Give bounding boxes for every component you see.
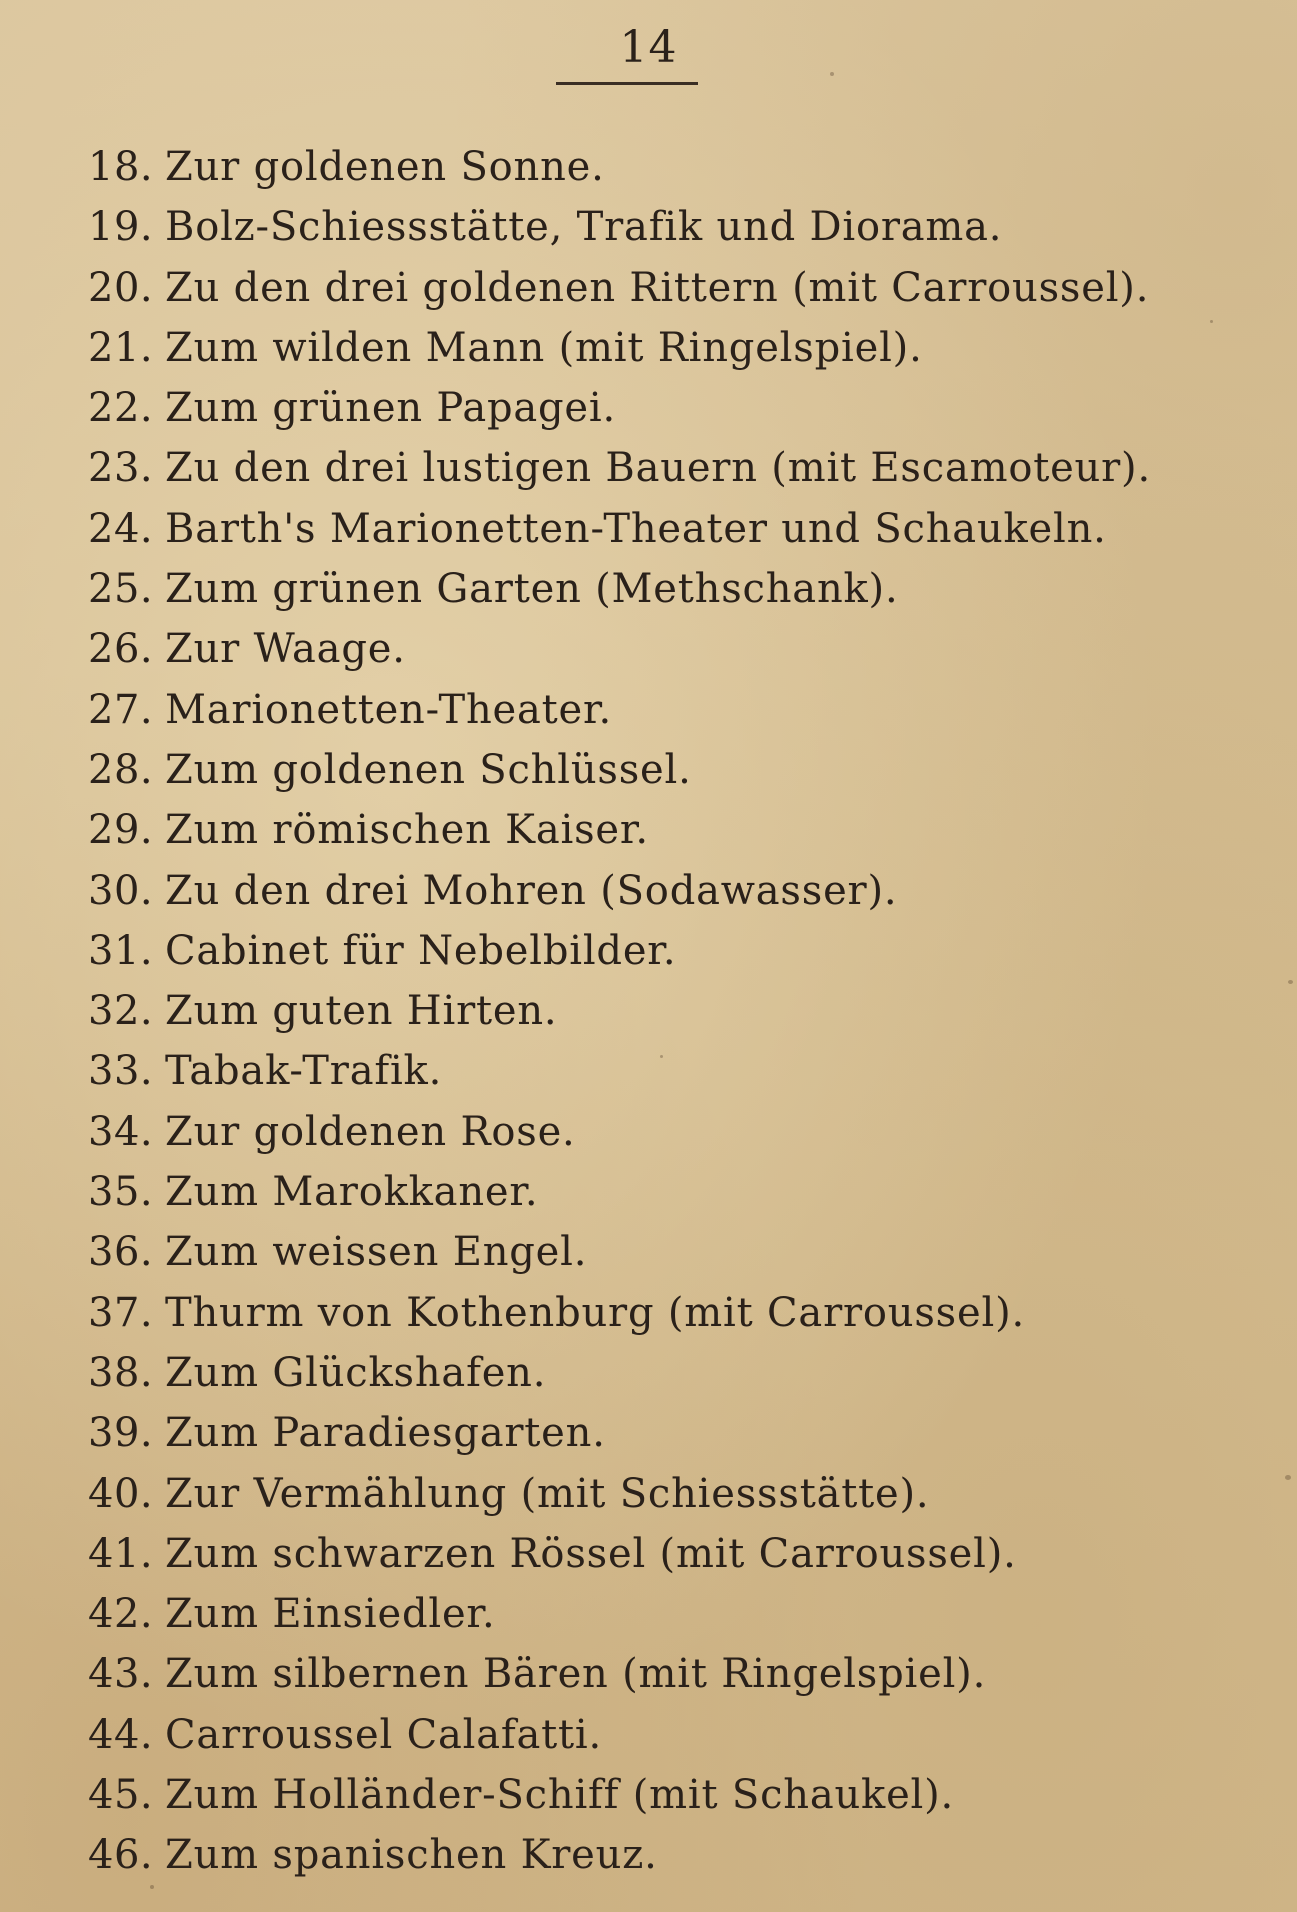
entry-number: 46.: [88, 1832, 154, 1879]
entry-text: Cabinet für Nebelbilder.: [165, 927, 677, 974]
paper-speck: [1210, 320, 1213, 323]
entry-number: 23.: [88, 445, 154, 492]
list-item: [88, 1041, 1151, 1101]
entry-text: Zum Paradiesgarten.: [165, 1410, 606, 1457]
entry-text: Bolz-Schiessstätte, Trafik und Diorama.: [165, 204, 1003, 251]
list-item: [88, 1403, 1151, 1463]
list-item: [88, 438, 1151, 498]
entry-text: Zur Vermählung (mit Schiessstätte).: [165, 1470, 930, 1517]
list-item: [88, 1825, 1151, 1885]
list-item: [88, 1283, 1151, 1343]
paper-speck: [660, 1055, 663, 1058]
list-item: [88, 1524, 1151, 1584]
list-item: [88, 1343, 1151, 1403]
entry-number: 18.: [88, 144, 154, 190]
entry-number: 42.: [88, 1591, 154, 1638]
list-item: [88, 861, 1151, 921]
list-item: [88, 378, 1151, 438]
entry-number: 43.: [88, 1651, 154, 1698]
list-item: [88, 1222, 1151, 1282]
entry-number: 37.: [88, 1289, 154, 1336]
entry-text: Zum wilden Mann (mit Ringelspiel).: [165, 324, 923, 371]
list-item: [88, 921, 1151, 981]
list-item: [88, 1644, 1151, 1704]
list-item: [88, 1162, 1151, 1222]
entry-number: 25.: [88, 566, 154, 613]
entry-number: 38.: [88, 1349, 154, 1396]
entry-text: Zum Marokkaner.: [165, 1169, 539, 1216]
entry-number: 34.: [88, 1108, 154, 1155]
entry-list: [88, 137, 1151, 1886]
entry-text: Barth's Marionetten-Theater und Schaukeln.: [165, 505, 1107, 552]
entry-text: Zu den drei Mohren (Sodawasser).: [165, 867, 898, 914]
paper-speck: [830, 72, 834, 76]
list-item: [88, 318, 1151, 378]
entry-text: Zum weissen Engel.: [165, 1229, 588, 1276]
entry-text: Tabak-Trafik.: [165, 1048, 443, 1095]
entry-text: Marionetten-Theater.: [165, 686, 613, 733]
entry-text: Zur goldenen Rose.: [165, 1108, 576, 1155]
entry-number: 44.: [88, 1711, 154, 1758]
entry-number: 28.: [88, 746, 154, 793]
entry-number: 22.: [88, 385, 154, 432]
entry-text: Zur Waage.: [165, 626, 406, 673]
list-item: [88, 800, 1151, 860]
list-item: [88, 1705, 1151, 1765]
entry-text: Zum guten Hirten.: [165, 988, 558, 1035]
paper-speck: [150, 1885, 154, 1889]
entry-number: 31.: [88, 927, 154, 974]
entry-number: 19.: [88, 204, 154, 251]
entry-text: Zur goldenen Sonne.: [165, 144, 605, 190]
entry-number: 36.: [88, 1229, 154, 1276]
list-item: [88, 1584, 1151, 1644]
entry-text: Zum Einsiedler.: [165, 1591, 496, 1638]
entry-text: Zum spanischen Kreuz.: [165, 1832, 658, 1879]
entry-text: Carroussel Calafatti.: [165, 1711, 602, 1758]
list-item: [88, 499, 1151, 559]
list-item: [88, 559, 1151, 619]
entry-text: Zum grünen Garten (Methschank).: [165, 566, 899, 613]
entry-text: Zu den drei lustigen Bauern (mit Escamoteur).: [165, 445, 1151, 492]
entry-number: 40.: [88, 1470, 154, 1517]
entry-text: Zum schwarzen Rössel (mit Carroussel).: [165, 1530, 1017, 1577]
entry-text: Zum grünen Papagei.: [165, 385, 617, 432]
page-number: 14: [619, 22, 678, 73]
list-item: [88, 258, 1151, 318]
entry-number: 45.: [88, 1772, 154, 1819]
list-item: [88, 680, 1151, 740]
entry-number: 33.: [88, 1048, 154, 1095]
entry-number: 41.: [88, 1530, 154, 1577]
entry-text: Zu den drei goldenen Rittern (mit Carroussel).: [165, 264, 1150, 311]
list-item: [88, 740, 1151, 800]
entry-number: 21.: [88, 324, 154, 371]
list-item: [88, 1765, 1151, 1825]
entry-text: Zum silbernen Bären (mit Ringelspiel).: [165, 1651, 987, 1698]
entry-number: 35.: [88, 1169, 154, 1216]
entry-text: Thurm von Kothenburg (mit Carroussel).: [165, 1289, 1025, 1336]
header-rule: [556, 82, 698, 85]
entry-text: Zum goldenen Schlüssel.: [165, 746, 692, 793]
entry-number: 29.: [88, 807, 154, 854]
entry-number: 27.: [88, 686, 154, 733]
list-item: [88, 1464, 1151, 1524]
entry-number: 20.: [88, 264, 154, 311]
entry-text: Zum Glückshafen.: [165, 1349, 547, 1396]
paper-speck: [1288, 980, 1293, 984]
list-item: [88, 981, 1151, 1041]
entry-number: 30.: [88, 867, 154, 914]
entry-number: 32.: [88, 988, 154, 1035]
list-item: [88, 137, 1151, 197]
entry-number: 24.: [88, 505, 154, 552]
entry-number: 39.: [88, 1410, 154, 1457]
paper-speck: [1285, 1475, 1291, 1480]
list-item: [88, 619, 1151, 679]
list-item: [88, 197, 1151, 257]
entry-text: Zum römischen Kaiser.: [165, 807, 649, 854]
entry-number: 26.: [88, 626, 154, 673]
list-item: [88, 1102, 1151, 1162]
entry-text: Zum Holländer-Schiff (mit Schaukel).: [165, 1772, 955, 1819]
